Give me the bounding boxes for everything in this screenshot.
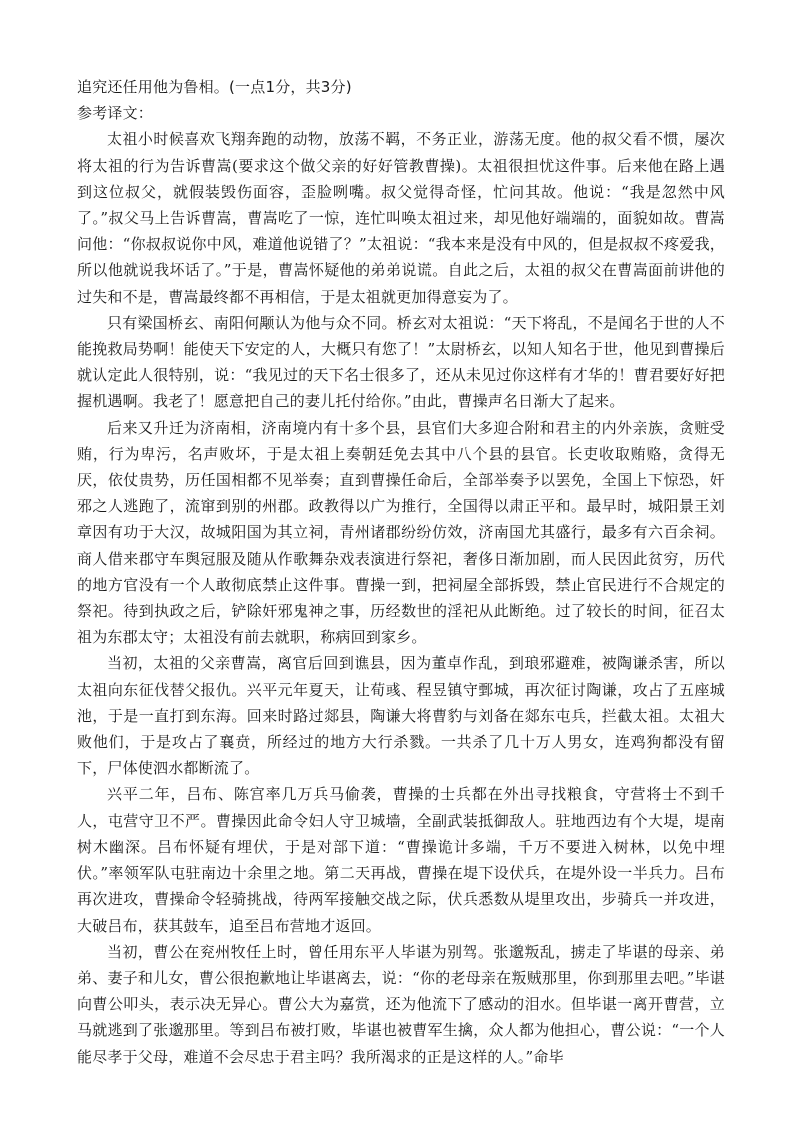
translation-paragraph-4: 当初，太祖的父亲曹嵩，离官后回到谯县，因为董卓作乱，到琅邪避难，被陶谦杀害，所以太祖向东征伐替父报仇。兴平元年夏天，让荀彧、程昱镇守鄄城，再次征讨陶谦，攻占了五座城池，于是一直打到东海。回来时路过郯县，陶谦大将曹豹与刘备在郯东屯兵，拦截太祖。太祖大败他们，于是攻占了襄贲，所经过的地方大行杀戮。一共杀了几十万人男女，连鸡狗都没有留下，尸体使泗水都断流了。 — [77, 654, 725, 778]
translation-paragraph-6: 当初，曹公在兖州牧任上时，曾任用东平人毕谌为别驾。张邈叛乱，掳走了毕谌的母亲、弟弟、妻子和儿女，曹公很抱歉地让毕谌离去，说：“你的老母亲在叛贼那里，你到那里去吧。”毕谌向曹公叩头，表示决无异心。曹公大为嘉赏，还为他流下了感动的泪水。但毕谌一离开曹营，立马就逃到了张邈那里。等到吕布被打败，毕谌也被曹军生擒，众人都为他担心，曹公说：“一个人能尽孝于父母，难道不会尽忠于君主吗？我所渴求的正是这样的人。”命毕 — [77, 942, 725, 1066]
translation-paragraph-1: 太祖小时候喜欢飞翔奔跑的动物，放荡不羁，不务正业，游荡无度。他的叔父看不惯，屡次将太祖的行为告诉曹嵩(要求这个做父亲的好好管教曹操)。太祖很担忧这件事。后来他在路上遇到这位叔父，就假装毁伤面容，歪脸咧嘴。叔父觉得奇怪，忙问其故。他说：“我是忽然中风了。”叔父马上告诉曹嵩，曹嵩吃了一惊，连忙叫唤太祖过来，却见他好端端的，面貌如故。曹嵩问他：“你叔叔说你中风，难道他说错了？”太祖说：“我本来是没有中风的，但是叔叔不疼爱我，所以他就说我坏话了。”于是，曹嵩怀疑他的弟弟说谎。自此之后，太祖的叔父在曹嵩面前讲他的过失和不是，曹嵩最终都不再相信，于是太祖就更加得意妄为了。 — [77, 130, 725, 306]
translation-paragraph-5: 兴平二年，吕布、陈宫率几万兵马偷袭，曹操的士兵都在外出寻找粮食，守营将士不到千人，屯营守卫不严。曹操因此命令妇人守卫城墙，全副武装抵御敌人。驻地西边有个大堤，堤南树木幽深。吕布怀疑有埋伏，于是对部下道：“曹操诡计多端，千万不要进入树林，以免中埋伏。”率领军队屯驻南边十余里之地。第二天再战，曹操在堤下设伏兵，在堤外设一半兵力。吕布再次进攻，曹操命令轻骑挑战，待两军接触交战之际，伏兵悉数从堤里攻出，步骑兵一并攻进，大破吕布，获其鼓车，追至吕布营地才返回。 — [77, 785, 725, 935]
translation-heading: 参考译文： — [77, 104, 154, 123]
translation-paragraph-2: 只有梁国桥玄、南阳何颙认为他与众不同。桥玄对太祖说：“天下将乱，不是闻名于世的人不能挽救局势啊！能使天下安定的人，大概只有您了！”太尉桥玄，以知人知名于世，他见到曹操后就认定此人很特别，说：“我见过的天下名士很多了，还从未见过你这样有才华的！曹君要好好把握机遇啊。我老了！愿意把自己的妻儿托付给你。”由此，曹操声名日渐大了起来。 — [77, 313, 725, 411]
answer-scoring-line: 追究还任用他为鲁相。(一点1分，共3分) — [77, 78, 352, 96]
translation-paragraph-3: 后来又升迁为济南相，济南境内有十多个县，县官们大多迎合附和君主的内外亲族，贪赃受贿，行为卑污，名声败坏，于是太祖上奏朝廷免去其中八个县的县官。长吏收取贿赂，贪得无厌，依仗贵势，历任国相都不见举奏；直到曹操任命后，全部举奏予以罢免，全国上下惊恐，奸邪之人逃跑了，流窜到别的州郡。政教得以广为推行，全国得以肃正平和。最早时，城阳景王刘章因有功于大汉，故城阳国为其立祠，青州诸郡纷纷仿效，济南国尤其盛行，最多有六百余祠。商人借来郡守车舆冠服及随从作歌舞杂戏表演进行祭祀，奢侈日渐加剧，而人民因此贫穷，历代的地方官没有一个人敢彻底禁止这件事。曹操一到，把祠屋全部拆毁，禁止官民进行不合规定的祭祀。待到执政之后，铲除奸邪鬼神之事，历经数世的淫祀从此断绝。过了较长的时间，征召太祖为东郡太守；太祖没有前去就职，称病回到家乡。 — [77, 418, 725, 647]
answer-text — [77, 74, 725, 1070]
